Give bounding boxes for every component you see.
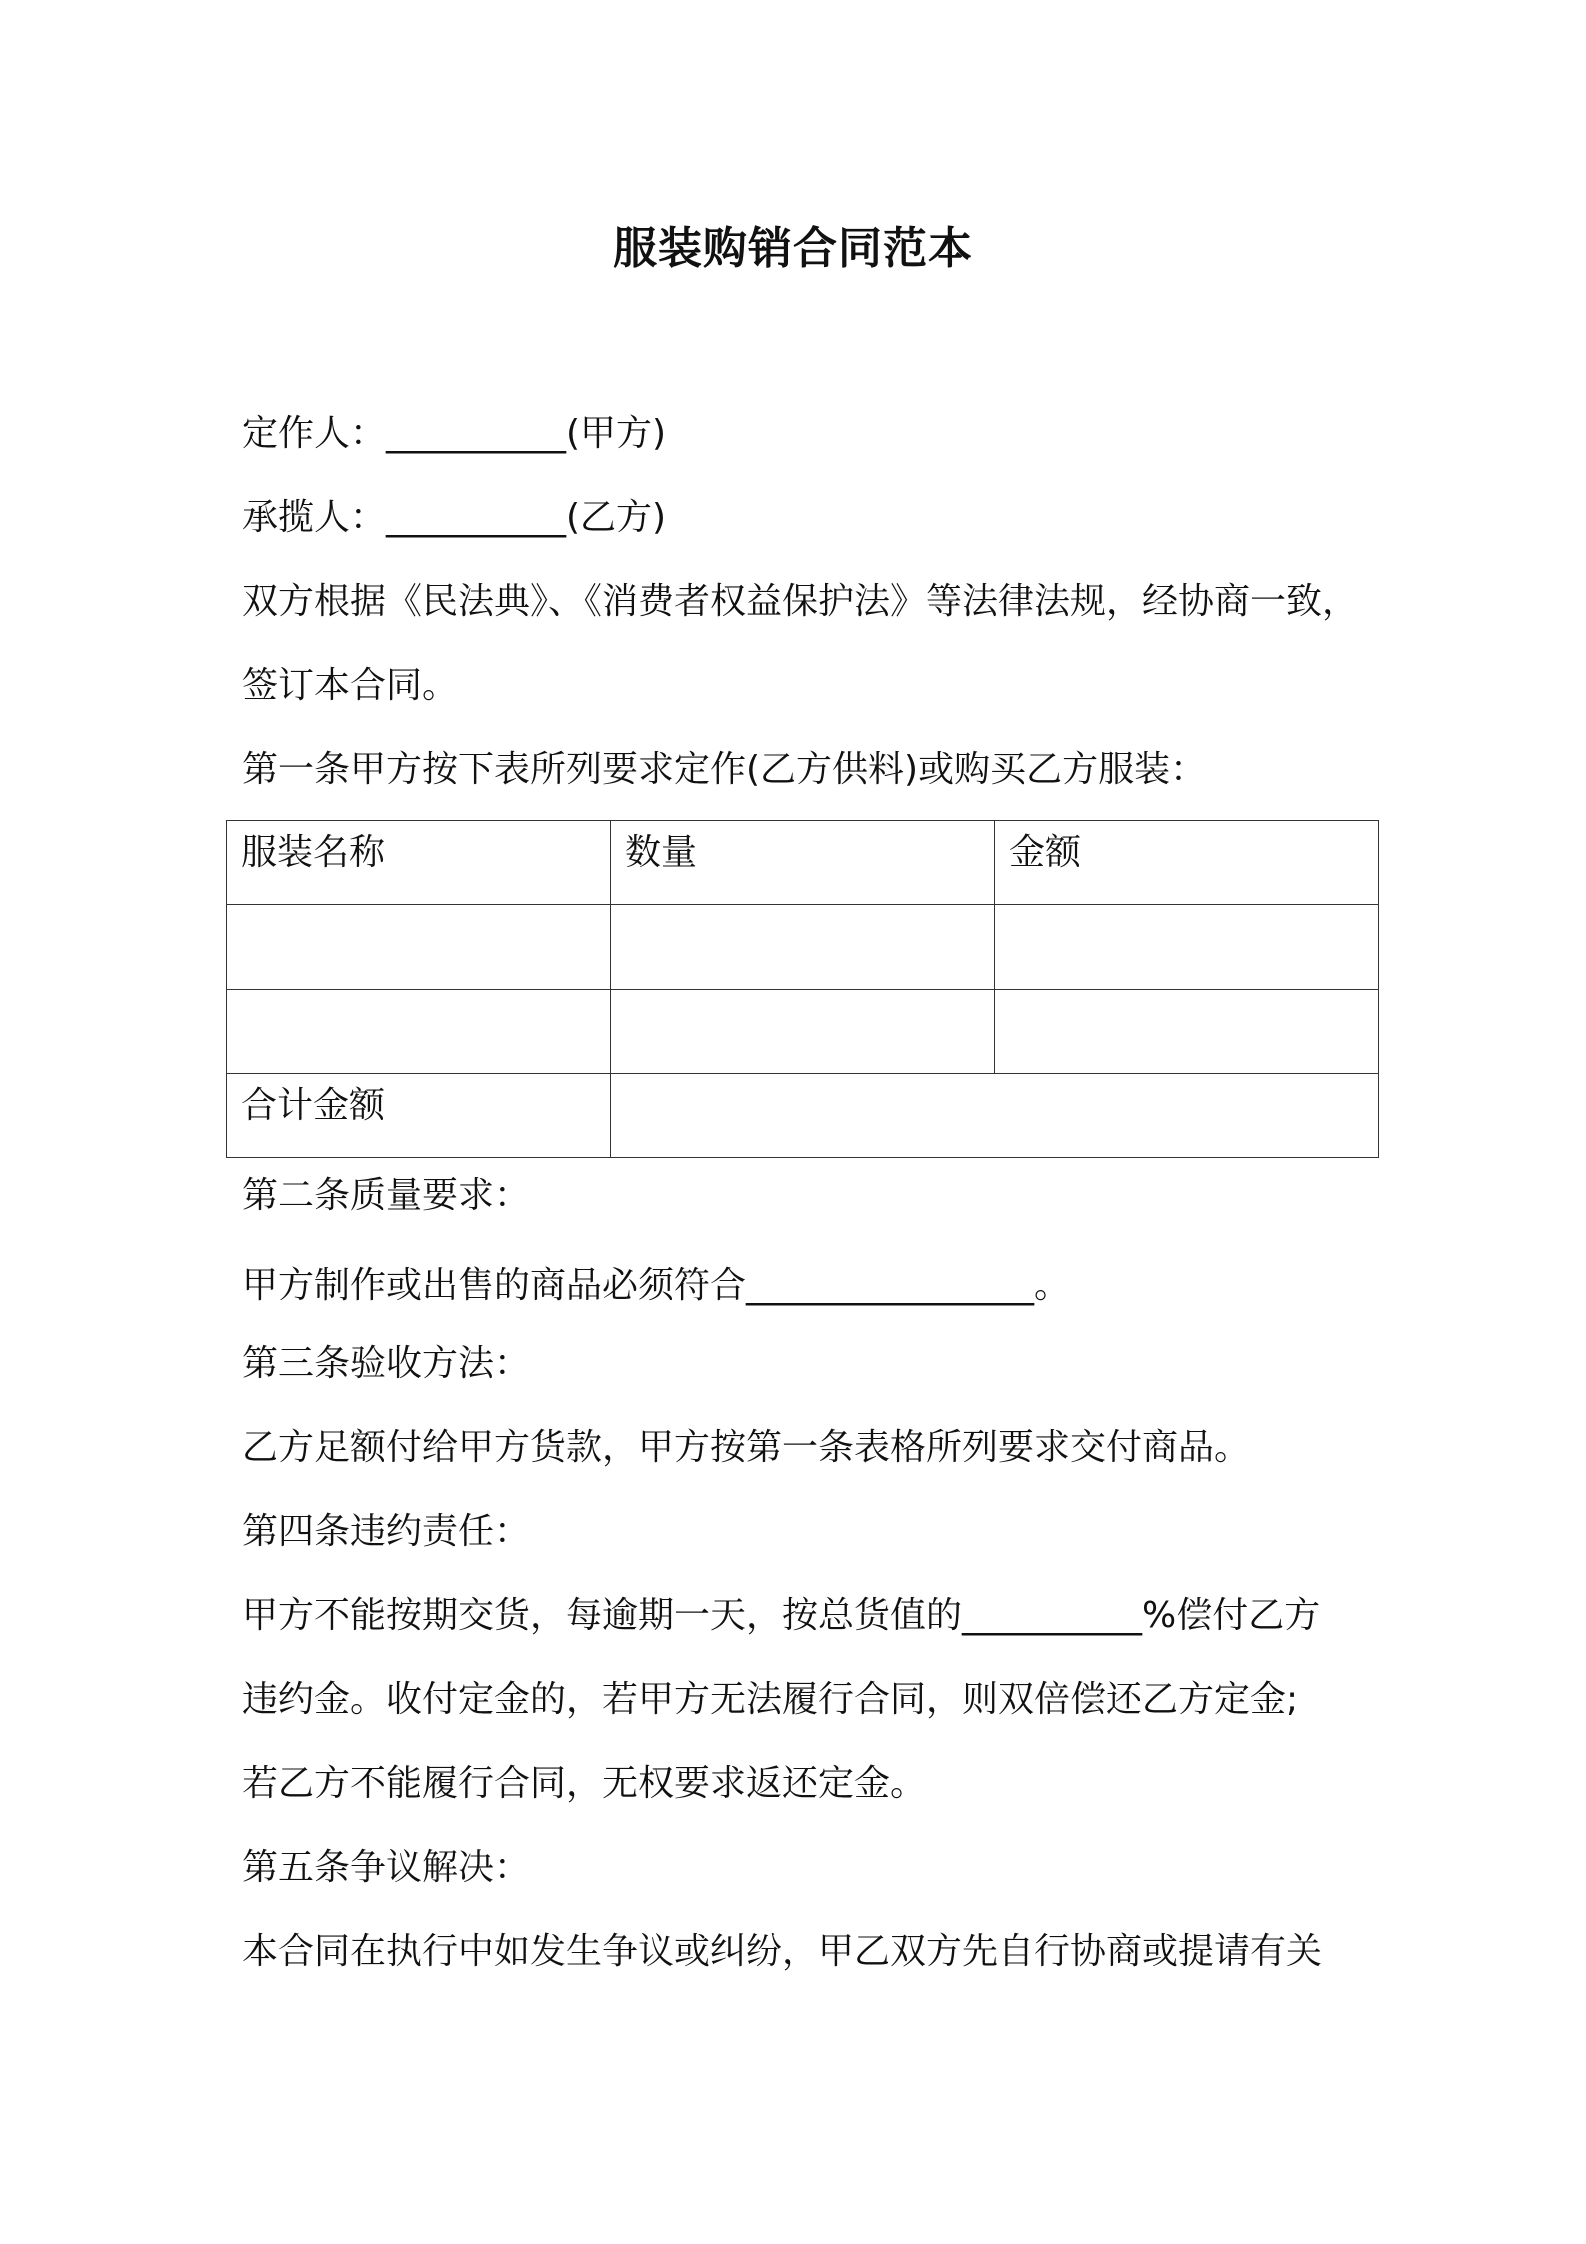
total-amount-value bbox=[611, 1073, 1379, 1157]
header-amount: 金额 bbox=[995, 821, 1379, 905]
total-amount-label: 合计金额 bbox=[227, 1073, 611, 1157]
party-a-line: 定作人：__________(甲方) bbox=[242, 413, 667, 454]
article-4-body-line-3: 若乙方不能履行合同，无权要求返还定金。 bbox=[242, 1763, 927, 1804]
article-4-body-line-2: 违约金。收付定金的，若甲方无法履行合同，则双倍偿还乙方定金; bbox=[242, 1679, 1299, 1720]
header-quantity: 数量 bbox=[611, 821, 995, 905]
table-total-row bbox=[227, 1073, 1379, 1157]
article-4-heading: 第四条违约责任： bbox=[242, 1511, 531, 1552]
document-title: 服装购销合同范本 bbox=[613, 223, 973, 274]
preamble-line-2: 签订本合同。 bbox=[242, 665, 459, 706]
table-row bbox=[227, 989, 1379, 1073]
article-5-heading: 第五条争议解决： bbox=[242, 1847, 531, 1888]
table-header-row bbox=[227, 821, 1379, 905]
table-cell bbox=[611, 905, 995, 989]
preamble-line-1: 双方根据《民法典》、《消费者权益保护法》等法律法规，经协商一致， bbox=[242, 581, 1359, 622]
article-1-heading: 第一条甲方按下表所列要求定作(乙方供料)或购买乙方服装： bbox=[242, 749, 1207, 790]
garment-order-table bbox=[226, 820, 1379, 1158]
table-cell bbox=[995, 989, 1379, 1073]
table-cell bbox=[995, 905, 1379, 989]
article-3-body: 乙方足额付给甲方货款，甲方按第一条表格所列要求交付商品。 bbox=[242, 1427, 1251, 1468]
party-b-line: 承揽人：__________(乙方) bbox=[242, 497, 667, 538]
table-cell bbox=[227, 905, 611, 989]
table-cell bbox=[227, 989, 611, 1073]
table-cell bbox=[611, 989, 995, 1073]
article-2-heading: 第二条质量要求： bbox=[242, 1175, 531, 1216]
article-4-body-line-1: 甲方不能按期交货，每逾期一天，按总货值的__________%偿付乙方 bbox=[242, 1595, 1321, 1636]
header-garment-name: 服装名称 bbox=[227, 821, 611, 905]
table-row bbox=[227, 905, 1379, 989]
article-5-body-line-1: 本合同在执行中如发生争议或纠纷，甲乙双方先自行协商或提请有关 bbox=[242, 1931, 1323, 1972]
article-2-body: 甲方制作或出售的商品必须符合________________。 bbox=[242, 1265, 1071, 1306]
article-3-heading: 第三条验收方法： bbox=[242, 1343, 531, 1384]
